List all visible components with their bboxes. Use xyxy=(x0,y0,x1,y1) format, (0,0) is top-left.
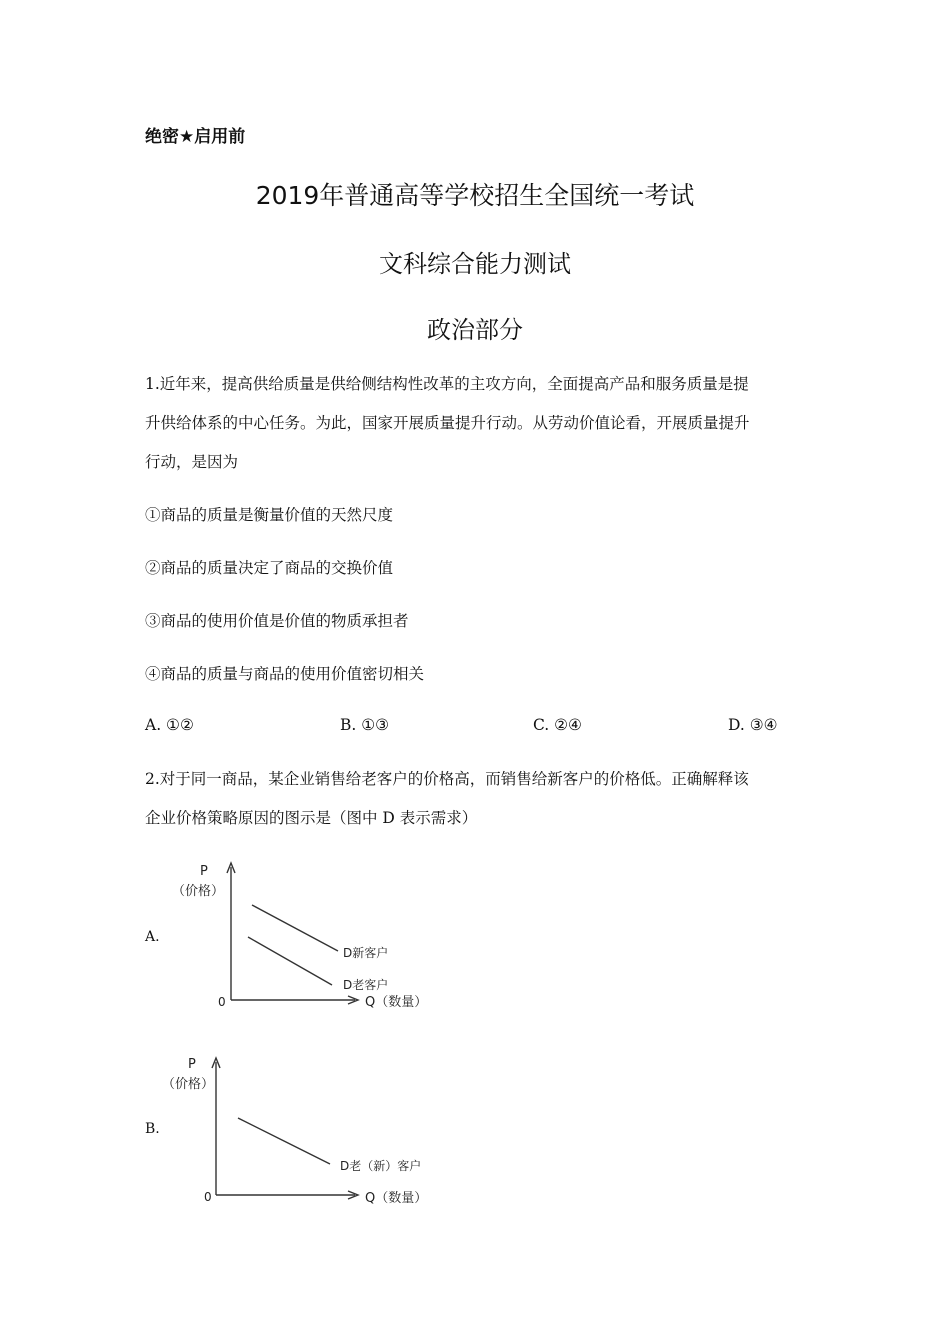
q1-stem-line: 行动，是因为 xyxy=(145,453,239,471)
subject-title: 文科综合能力测试 xyxy=(379,250,571,278)
y-axis-label: P xyxy=(188,1057,196,1072)
q1-stem-line: 1.近年来，提高供给质量是供给侧结构性改革的主攻方向，全面提高产品和服务质量是提 xyxy=(145,375,749,393)
q2-stem-line: 企业价格策略原因的图示是（图中 D 表示需求） xyxy=(145,809,478,827)
section-title: 政治部分 xyxy=(427,316,523,344)
q1-option-2: ②商品的质量决定了商品的交换价值 xyxy=(145,559,394,577)
q1-choice-c[interactable]: C. ②④ xyxy=(533,716,582,734)
demand-curve-new xyxy=(252,905,338,951)
question-2-stem xyxy=(145,760,805,838)
q2-stem-line: 2.对于同一商品，某企业销售给老客户的价格高，而销售给新客户的价格低。正确解释该 xyxy=(145,770,749,788)
graph-b xyxy=(160,1050,460,1215)
q1-choice-b[interactable]: B. ①③ xyxy=(340,716,390,734)
origin-label: 0 xyxy=(218,995,226,1009)
curve-label-old: D老客户 xyxy=(343,978,389,992)
q1-option-1: ①商品的质量是衡量价值的天然尺度 xyxy=(145,506,394,524)
origin-label: 0 xyxy=(204,1190,212,1204)
demand-curve xyxy=(238,1118,330,1164)
q1-choice-a[interactable]: A. ①② xyxy=(145,716,194,734)
x-axis-label: Q（数量） xyxy=(365,995,428,1010)
demand-curve-old xyxy=(248,937,332,985)
curve-label-new: D新客户 xyxy=(343,946,389,960)
x-axis-label: Q（数量） xyxy=(365,1191,428,1206)
curve-label: D老（新）客户 xyxy=(340,1159,422,1173)
graph-a-label[interactable]: A. xyxy=(145,929,160,945)
exam-title: 2019年普通高等学校招生全国统一考试 xyxy=(255,181,695,210)
q1-choice-d[interactable]: D. ③④ xyxy=(728,716,778,734)
graph-b-label[interactable]: B. xyxy=(145,1121,160,1137)
question-1-stem xyxy=(145,365,805,482)
y-axis-sublabel: （价格） xyxy=(172,884,225,899)
confidential-mark: 绝密★启用前 xyxy=(145,127,246,147)
q1-stem-line: 升供给体系的中心任务。为此，国家开展质量提升行动。从劳动价值论看，开展质量提升 xyxy=(145,414,750,432)
q1-option-4: ④商品的质量与商品的使用价值密切相关 xyxy=(145,665,425,683)
q1-option-3: ③商品的使用价值是价值的物质承担者 xyxy=(145,612,409,630)
graph-a xyxy=(160,855,460,1020)
y-axis-label: P xyxy=(200,864,208,879)
y-axis-sublabel: （价格） xyxy=(162,1077,215,1092)
